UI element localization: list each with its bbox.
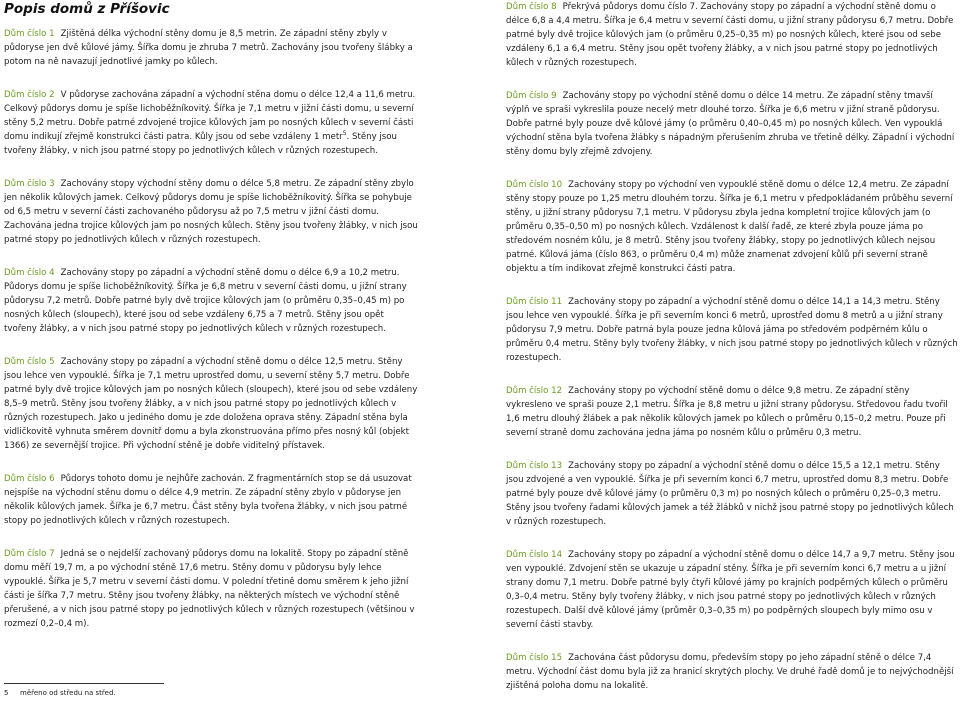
house-label: Dům číslo 14 xyxy=(506,550,563,560)
house-description: Zachovány stopy východní stěny domu o délce 5,8 metru. Ze západní stěny zbylo jen několik kůlových jamek. Celkový půdorys domu je spíše lichoběžníkovitý. Šířka se pohybuje od 6,5 metru v severní části zachovaného půdorysu až po 7,5 metru v jižní části domu. Zachována jedna trojice kůlových jam po nosných kůlech. Stěny jsou tvořeny žlábky, v nich jsou patrné stopy po jednotlivých kůlech v různých rozestupech. xyxy=(4,179,418,245)
house-description: Zachovány stopy po západní a východní stěně domu o délce 14,1 a 14,3 metru. Stěny jsou lehce ven vypouklé. Šířka je při severním konci 6 metrů, uprostřed domu 8 metrů a u jižní strany půdorysu 7,9 metru. Dobře patrná byla pouze jedna kůlová jáma po středovém podpěrném kůlu o průměru 0,4 metru. Stěny byly tvořeny žlábky, v nich jsou patrné stopy po jednotlivých kůlech v různých rozestupech. xyxy=(506,297,958,363)
house-label: Dům číslo 3 xyxy=(4,179,55,189)
house-label: Dům číslo 6 xyxy=(4,474,55,484)
house-label: Dům číslo 5 xyxy=(4,357,55,367)
house-entry-7 xyxy=(4,547,418,631)
house-description: Zachovány stopy po východní stěně domu o délce 9,8 metru. Ze západní stěny vykresleno ve spraši pouze 2,1 metru. Šířka je 8,8 metru u jižní strany půdorysu. Středovou řadu tvořil 1,6 metru dlouhý žlábek a pak několik kůlových jamek po kůlech o průměru 0,15–0,2 metru. Pouze při severní straně domu zachována jedna jáma po nosném kůlu o průměru 0,3 metru. xyxy=(506,386,948,438)
house-label: Dům číslo 8 xyxy=(506,2,557,12)
house-entry-11 xyxy=(506,295,958,365)
house-description: Zachovány stopy po západní a východní stěně domu o délce 14,7 a 9,7 metru. Stěny jsou ven vypouklé. Zdvojení stěn se ukazuje u západní stěny. Šířka je při severním konci 6,7 metru a u jižní strany domu 7,1 metru. Dobře patrné byly čtyři kůlové jámy po krajních podpěrných kůlech o průměru 0,3–0,4 metru. Stěny byly tvořeny žlábky, v nich jsou patrné stopy po jednotlivých kůlech v různých rozestupech. Další dvě kůlové jámy (průměr 0,3–0,35 m) po podpěrných sloupech byly mimo osu v severní části stavby. xyxy=(506,550,955,630)
house-label: Dům číslo 13 xyxy=(506,461,563,471)
house-description: Zachovány stopy po východní stěně domu o délce 14 metru. Ze západní stěny tmavší výplň ve spraši vykreslila pouze necelý metr dlouhé torzo. Šířka je 6,6 metru v jižní straně půdorysu. Dobře patrné byly pouze dvě kůlové jámy (o průměru 0,40–0,45 m) po nosných kůlech. Ven vypouklá východní stěna byla tvořena žlábky s nápadným přerušením zhruba ve třetině délky. Západní i východní stěny domu byly zřejmě zdvojeny. xyxy=(506,91,955,157)
footnote-marker: 5 xyxy=(342,130,347,138)
right-column xyxy=(506,0,958,704)
house-label: Dům číslo 15 xyxy=(506,653,563,663)
house-entry-13 xyxy=(506,459,958,529)
house-entry-6 xyxy=(4,472,418,528)
house-description: Jedná se o nejdelší zachovaný půdorys domu na lokalitě. Stopy po západní stěně domu měří 19,7 m, a po východní stěně 17,6 metru. Stěny domu v půdorysu byly lehce vypouklé. Šířka je 5,7 metru v severní části domu. V polední třetině domu směrem k jeho jižní části je šířka 7,7 metru. Stěny jsou tvořeny žlábky, na některých místech ve východní stěně přerušené, a v nich jsou patrné stopy po jednotlivých kůlech v různých rozestupech (většinou v rozmezí 0,2–0,4 m). xyxy=(4,549,415,629)
footnote xyxy=(4,688,304,698)
house-label: Dům číslo 4 xyxy=(4,268,55,278)
left-column xyxy=(4,0,418,650)
house-label: Dům číslo 10 xyxy=(506,180,563,190)
house-entry-14 xyxy=(506,548,958,632)
house-entry-2 xyxy=(4,88,418,158)
house-entry-1 xyxy=(4,27,418,69)
house-description: Zjištěná délka východní stěny domu je 8,5 metrin. Ze západní stěny zbyly v půdoryse jen dvě kůlové jámy. Šířka domu je zhruba 7 metrů. Zachovány jsou tvořeny šlábky a potom na ně navazují jednotlivé jamky po kůlech. xyxy=(4,29,413,67)
house-description: Zachována část půdorysu domu, především stopy po jeho západní stěně o délce 7,4 metru. Východní část domu byla již za hranicí skrytých plochy. Ve druhé řadě domů je to nejvýchodnější zjištěná poloha domu na lokalitě. xyxy=(506,653,954,691)
house-description: Zachovány stopy po západní a východní stěně domu o délce 6,9 a 10,2 metru. Půdorys domu je spíše lichoběžníkovitý. Šířka je 6,8 metru v severní části domu, u jižní strany půdorysu 7,2 metrů. Dobře patrné byly dvě trojice kůlových jam (o průměru 0,35–0,45 m) po nosných kůlech (sloupech), které jsou od sebe vzdáleny 6,75 a 7 metrů. Stěny jsou opět tvořeny žlábky, a v nich jsou patrné stopy po jednotlivých kůlech v různých rozestupech. xyxy=(4,268,407,334)
house-description: Půdorys tohoto domu je nejhůře zachován. Z fragmentárních stop se dá usuzovat nejspíše na východní stěnu domu o délce 4,9 metrin. Ze západní stěny zbylo v půdoryse jen několik kůlových jamek. Šířka je 6,7 metru. Část stěny byla tvořena žlábky, v nich jsou patrné stopy po jednotlivých kůlech v různých rozestupech. xyxy=(4,474,412,526)
house-entry-12 xyxy=(506,384,958,440)
house-description: Zachovány stopy po západní a východní stěně domu o délce 15,5 a 12,1 metru. Stěny jsou zdvojené a ven vypouklé. Šířka je při severním konci 6,7 metru, uprostřed domu 8,3 metru. Dobře patrné byly pouze dvě kůlové jámy (o průměru 0,3 m) po nosných kůlech o průměru 0,25–0,3 metru. Stěny jsou tvořeny řadami kůlových jamek a též žlábků v nichž jsou patrné stopy po jednotlivých kůlech v různých rozestupech. xyxy=(506,461,954,527)
house-description-continued: . Stěny jsou tvořeny žlábky, v nich jsou patrné stopy po jednotlivých kůlech v různých rozestupech. xyxy=(4,132,397,156)
house-label: Dům číslo 7 xyxy=(4,549,55,559)
house-description: V půdoryse zachována západní a východní stěna domu o délce 12,4 a 11,6 metru. Celkový půdorys domu je spíše lichoběžníkovitý. Šířka je 7,1 metru v jižní části domu, u severní stěny 5,2 metru. Dobře patrné zdvojené trojice kůlových jam po nosných kůlech v severní části domu indikují zřejmě konstrukci části patra. Kůly jsou od sebe vzdáleny 1 metr xyxy=(4,90,416,142)
house-entry-9 xyxy=(506,89,958,159)
footnote-number: 5 xyxy=(4,689,9,697)
house-description: Zachovány stopy po východní ven vypouklé stěně domu o délce 12,4 metru. Ze západní stěny stopy pouze po 1,25 metru dlouhém torzu. Šířka je 6,1 metru v předpokládaném průběhu severní stěny, u jižní strany půdorysu 7,1 metru. V půdorysu zbyla jedna kompletní trojice kůlových jam (o průměru 0,35–0,50 m) po nosných kůlech. Vzdálenost k další řadě, ze které zbyla pouze jáma po středovém nosném kůlu, je 8 metrů. Stěny jsou tvořeny žlábky, stopy po jednotlivých kůlech nejsou patrné. Kůlová jáma (číslo 863, o průměru 0,4 m) může znamenat zdvojení kůlů při severní straně objektu a tím indikovat zřejmě konstrukci části patra. xyxy=(506,180,953,274)
house-description: Zachovány stopy po západní a východní stěně domu o délce 12,5 metru. Stěny jsou lehce ven vypouklé. Šířka je 7,1 metru uprostřed domu, u severní stěny 5,7 metru. Dobře patrné byly dvě trojice kůlových jam po nosných kůlech (sloupech), které jsou od sebe vzdáleny 8,5–9 metrů. Stěny jsou tvořeny žlábky, a v nich jsou patrné stopy po jednotlivých kůlech v různých rozestupech. Jako u jediného domu je zde doložena oprava stěny. Západní stěna byla vidličkovitě vyhnuta směrem dovnitř domu a byla zkonstruována přímo přes nosný kůl (objekt 1366) ze severnější trojice. Při východní stěně je dobře viditelný přístavek. xyxy=(4,357,418,451)
house-entry-8 xyxy=(506,0,958,70)
house-label: Dům číslo 9 xyxy=(506,91,557,101)
house-entry-5 xyxy=(4,355,418,453)
house-label: Dům číslo 2 xyxy=(4,90,55,100)
house-label: Dům číslo 12 xyxy=(506,386,563,396)
house-entry-15 xyxy=(506,651,958,693)
page-title: Popis domů z Příšovic xyxy=(4,1,170,17)
house-entry-4 xyxy=(4,266,418,336)
house-label: Dům číslo 11 xyxy=(506,297,563,307)
house-label: Dům číslo 1 xyxy=(4,29,55,39)
footnote-divider xyxy=(4,683,164,684)
house-description: Překrývá půdorys domu číslo 7. Zachovány stopy po západní a východní stěně domu o délce 6,8 a 4,4 metru. Šířka je 6,4 metru v severní části domu, u jižní strany půdorysu 6,7 metru. Dobře patrné byly dvě trojice kůlových jam (o průměru 0,25–0,35 m) po nosných kůlech, které jsou od sebe vzdáleny 6,1 a 6,4 metru. Stěny jsou opět tvořeny žlábky, a v nich jsou patrné stopy po jednotlivých kůlech v různých rozestupech. xyxy=(506,2,954,68)
house-entry-10 xyxy=(506,178,958,276)
footnote-text: měřeno od středu na střed. xyxy=(20,689,116,697)
house-entry-3 xyxy=(4,177,418,247)
